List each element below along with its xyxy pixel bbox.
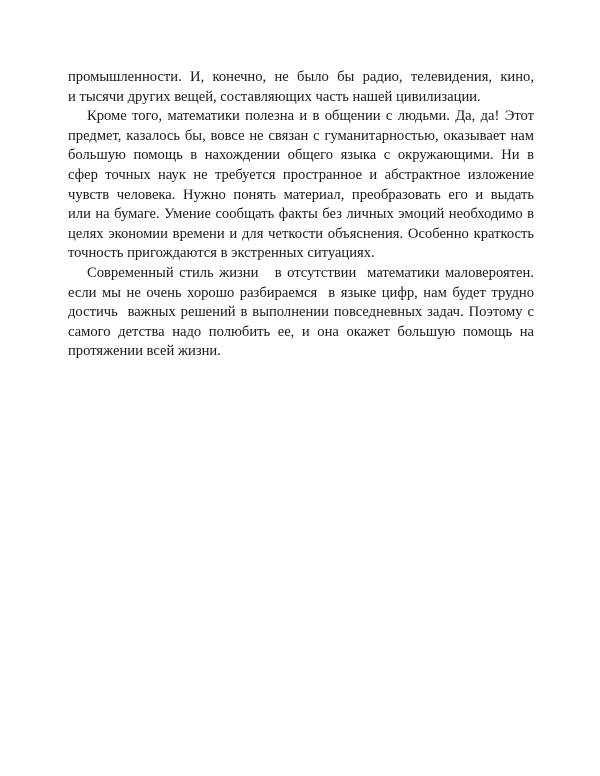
text-line: достичь важных решений в выполнении повседневных задач. Поэтому с bbox=[68, 304, 534, 321]
text-line: Современный стиль жизни в отсутствии математики маловероятен. bbox=[87, 264, 534, 281]
paragraph-2 bbox=[68, 107, 534, 264]
text-line: промышленности. И, конечно, не было бы радио, телевидения, кино, bbox=[68, 69, 534, 85]
text-line: если мы не очень хорошо разбираемся в языке цифр, нам будет трудно bbox=[68, 284, 534, 301]
text-line: чувств человека. Нужно понять материал, преобразовать его и выдать bbox=[68, 186, 534, 203]
text-line: или на бумаге. Умение сообщать факты без личных эмоций необходимо в bbox=[68, 206, 534, 223]
text-line: и тысячи других вещей, составляющих часть нашей цивилизации. bbox=[68, 88, 481, 105]
paragraph-1 bbox=[68, 68, 534, 107]
paragraph-3 bbox=[68, 264, 534, 362]
text-line: точность пригождаются в экстренных ситуациях. bbox=[68, 245, 375, 262]
text-line: Кроме того, математики полезна и в общении с людьми. Да, да! Этот bbox=[87, 108, 534, 125]
text-line: целях экономии времени и для четкости объяснения. Особенно краткость bbox=[68, 225, 534, 242]
text-line: предмет, казалось бы, вовсе не связан с гуманитарностью, оказывает нам bbox=[68, 127, 534, 144]
text-line: сфер точных наук не требуется пространное и абстрактное изложение bbox=[68, 166, 534, 183]
text-line: большую помощь в нахождении общего языка с окружающими. Ни в bbox=[68, 147, 534, 164]
document-page bbox=[68, 68, 534, 362]
text-line: протяжении всей жизни. bbox=[68, 343, 221, 360]
text-line: самого детства надо полюбить ее, и она окажет большую помощь на bbox=[68, 323, 534, 340]
